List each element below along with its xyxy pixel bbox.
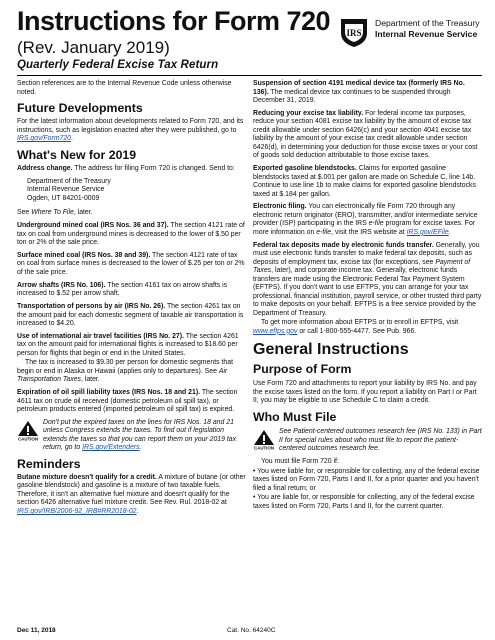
agency-block bbox=[337, 15, 482, 49]
svg-text:CAUTION: CAUTION bbox=[253, 445, 275, 451]
must-file-bullet-1: • You were liable for, or responsible for collecting, any of the federal excise taxes listed on Form 720, Parts I and II, for a prior quarter and you haven't filed a final return; or bbox=[253, 467, 480, 492]
future-developments-heading: Future Developments bbox=[17, 101, 143, 116]
intro-paragraph: Section references are to the Internal Revenue Code unless otherwise noted. bbox=[17, 80, 232, 96]
extenders-link[interactable]: IRS.gov/Extenders bbox=[82, 444, 140, 452]
svg-text:CAUTION: CAUTION bbox=[17, 436, 39, 441]
air-transport-paragraph: Transportation of persons by air (IRS No. 26). The section 4261 tax on the amount paid for each domestic segment of taxable air transportation is increased to $4.20. bbox=[17, 303, 244, 328]
medical-device-paragraph: Suspension of section 4191 medical device tax (formerly IRS No. 136). The medical device tax continues to be suspended through December 31, 2019. bbox=[253, 80, 465, 104]
future-developments-paragraph: For the latest information about developments related to Form 720, and its instructions, such as legislation enacted after they were published, go to IRS.gov/Form720. bbox=[17, 118, 244, 143]
agency-line-1: Department of the Treasury bbox=[375, 18, 480, 28]
left-column bbox=[17, 80, 246, 521]
address-change-paragraph: Address change. The address for filing Form 720 is changed. Send to: bbox=[17, 165, 235, 173]
eftps-paragraph: To get more information about EFTPS or to enroll in EFTPS, visit www.eftps.gov or call 1-800-555-4477. See Pub. 966. bbox=[253, 319, 459, 335]
must-file-bullet-2: • You are liable for, or responsible for collecting, any of the federal excise taxes listed on Form 720, Parts I and II, for the current quarter. bbox=[253, 494, 475, 510]
exported-blendstocks-paragraph: Exported gasoline blendstocks. Claims for exported gasoline blendstocks taxed at $.001 per gallon are made on Schedule C, line 14b. Continue to use line 1b to make claims for exported gasoline blendstocks taxed at $.184 per gallon. bbox=[253, 165, 476, 198]
oil-spill-paragraph: Expiration of oil spill liability taxes (IRS Nos. 18 and 21). The section 4611 tax on crude oil received (domestic petroleum oil spill tax), or petroleum products entered (imported petroleum oil spill tax) is expired. bbox=[17, 389, 238, 414]
purpose-of-form-heading: Purpose of Form bbox=[253, 362, 352, 377]
catalog-number: Cat. No. 64240C bbox=[227, 627, 276, 634]
whats-new-heading: What's New for 2019 bbox=[17, 148, 137, 163]
agency-line-2: Internal Revenue Service bbox=[375, 29, 478, 39]
caution-note-pcor: CAUTION See Patient-centered outcomes research fee (IRS No. 133) in Part II for special rules about who must file to report the patient-centered outcomes research fee. bbox=[253, 428, 482, 453]
footer-date: Dec 11, 2018 bbox=[17, 627, 56, 634]
international-air-paragraph: Use of international air travel facilities (IRS No. 27). The section 4261 tax on the amount paid for international flights is increased to $18.60 per person for flights that begin or end in the United States. bbox=[17, 332, 239, 357]
arrow-shafts-paragraph: Arrow shafts (IRS No. 106). The section 4161 tax on arrow shafts is increased to $.52 per arrow shaft. bbox=[17, 281, 228, 298]
irs-eagle-logo-icon bbox=[337, 15, 371, 49]
right-column bbox=[253, 80, 482, 516]
general-instructions-heading: General Instructions bbox=[253, 341, 409, 359]
revision-date: (Rev. January 2019) bbox=[17, 38, 170, 57]
reminders-heading: Reminders bbox=[17, 456, 81, 471]
caution-note-extenders: CAUTION Don't put the expired taxes on the lines for IRS Nos. 18 and 21 unless Congress extends the taxes. To find out if legislation extends the taxes so that you can report them on your 2019 tax return, go to IRS.gov/Extenders. bbox=[17, 418, 237, 452]
logo-text: IRS bbox=[346, 28, 362, 38]
electronic-filing-paragraph: Electronic filing. You can electronically file Form 720 through any electronic return originator (ERO), transmitter, and/or intermediate service provider (ISP) participating in the IRS e-file program for excise taxes. For more information on e-file, visit the IRS website at IRS.gov/EFile. bbox=[253, 203, 478, 236]
eft-paragraph: Federal tax deposits made by electronic funds transfer. Generally, you must use electronic funds transfer to make federal tax deposits, such as deposits of employment tax, excise tax (for exceptions, see Payment of Taxes, later), and corporate income tax. Generally, electronic funds transfers are made using the Electronic Federal Tax Payment System (EFTPS). If you don't want to use EFTPS, you can arrange for your tax professional, financial institution, payroll service, or other trusted third party to make deposits on your behalf. EFTPS is a free service provided by the Department of Treasury. bbox=[253, 241, 482, 317]
efile-link[interactable]: IRS.gov/EFile bbox=[406, 228, 449, 236]
underground-coal-paragraph: Underground mined coal (IRS Nos. 36 and 37). The section 4121 rate of tax on coal from underground mines is decreased to the lower of $.50 per ton or 2% of the sale price. bbox=[17, 222, 245, 247]
who-must-file-heading: Who Must File bbox=[253, 410, 337, 425]
purpose-paragraph: Use Form 720 and attachments to report your liability by IRS No. and pay the excise taxes listed on the form. If you report a liability on Part I or Part II, you may be eligible to use Schedule C to claim a credit. bbox=[253, 380, 477, 405]
caution-warning-icon bbox=[253, 429, 275, 450]
agency-name bbox=[375, 18, 480, 40]
butane-paragraph: Butane mixture doesn't qualify for a credit. A mixture of butane (or other gasoline blendstock) and gasoline is a mixture of two taxable fuels. Therefore, it isn't an alternative fuel mixture and doesn't qualify for the section 6426 alternative fuel mixture credit. See Rev. Rul. 2018-02 at IRS.gov/IRB/2006-92_IRB#RR2018-02. bbox=[17, 473, 246, 515]
caution-warning-icon bbox=[17, 420, 39, 441]
tax-increase-paragraph: The tax is increased to $9.30 per person for domestic segments that begin or end in Alaska or Hawaii (applies only to departures). See Air Transportation Taxes, later. bbox=[17, 359, 233, 384]
eftps-link[interactable]: www.eftps.gov bbox=[253, 327, 298, 335]
rev-rul-link[interactable]: IRS.gov/IRB/2006-92_IRB#RR2018-02 bbox=[17, 507, 137, 515]
form720-link[interactable]: IRS.gov/Form720 bbox=[17, 135, 71, 143]
must-file-intro: You must file Form 720 if: bbox=[261, 458, 339, 466]
reducing-liability-paragraph: Reducing your excise tax liability. For federal income tax purposes, reduce your section 4081 excise tax liability by the amount of excise tax credit allowable under section 6426(c) and your section 4041 excise tax liability by the amount of your excise tax credit allowable under section 6426(d), in determining your deduction for those excise taxes or your cost of goods sold deduction attributable to those excise taxes. bbox=[253, 109, 478, 160]
see-where-to-file: See Where To File, later. bbox=[17, 209, 93, 217]
document-subtitle: Quarterly Federal Excise Tax Return bbox=[17, 59, 219, 71]
document-title: Instructions for Form 720 bbox=[17, 6, 331, 36]
filing-address: Department of the Treasury Internal Revenue Service Ogden, UT 84201-0009 bbox=[27, 177, 111, 202]
header-rule bbox=[17, 75, 482, 76]
surface-coal-paragraph: Surface mined coal (IRS Nos. 38 and 39). The section 4121 rate of tax on coal from surface mines is decreased to the lower of $.25 per ton or 2% of the sale price. bbox=[17, 251, 245, 276]
